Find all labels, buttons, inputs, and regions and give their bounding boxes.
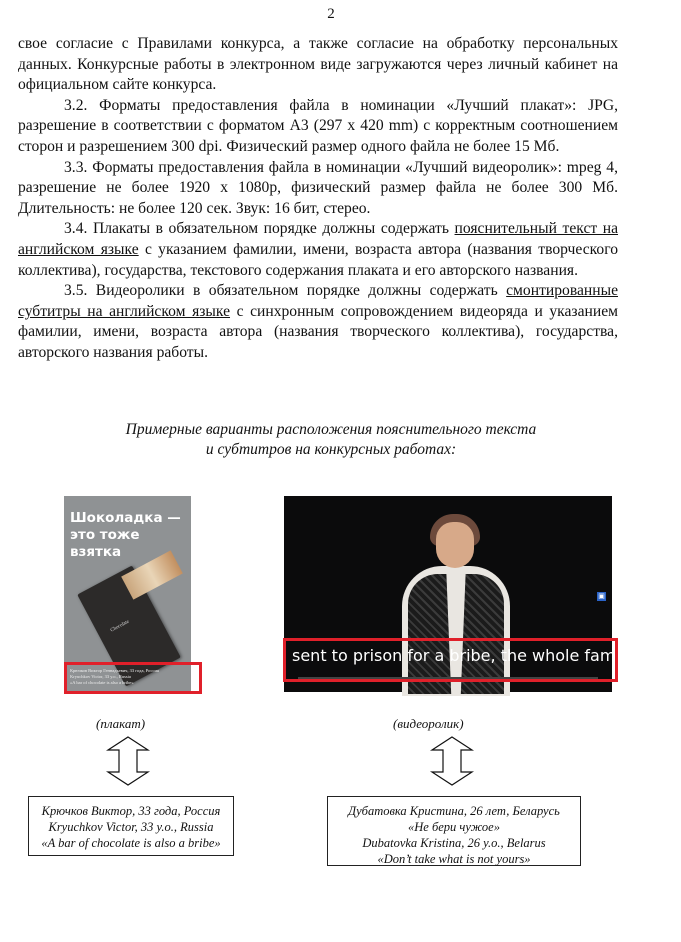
paragraph-3-4-start: 3.4. Плакаты в обязательном порядке должны содержать xyxy=(64,220,455,238)
poster-info-line-3: «A bar of chocolate is also a bribe» xyxy=(41,836,221,850)
paragraph-3-2: 3.2. Форматы предоставления файла в номинации «Лучший плакат»: JPG, разрешение в соответствии с форматом А3 (297 x 420 mm) с корректным соотношением сторон и разрешением 300 dpi. Физический размер одного файла не более 15 Мб. xyxy=(18,96,618,155)
paragraph-3-4-end: с указанием фамилии, имени, возраста автора (названия творческого коллектива), государства, текстового содержания плаката и его авторского названия. xyxy=(18,240,619,279)
video-info-line-4: «Don’t take what is not yours» xyxy=(377,852,531,866)
video-info-line-2: «Не бери чужое» xyxy=(408,820,500,834)
video-info-line-1: Дубатовка Кристина, 26 лет, Беларусь xyxy=(348,804,560,818)
double-arrow-left-icon xyxy=(106,736,150,786)
caption-line-1: Примерные варианты расположения пояснительного текста xyxy=(125,421,537,438)
poster-highlight-box xyxy=(64,662,202,694)
poster-title-line-3: взятка xyxy=(70,544,122,560)
video-info-line-3: Dubatovka Kristina, 26 y.o., Belarus xyxy=(362,836,546,850)
double-arrow-right-icon xyxy=(430,736,474,786)
paragraph-intro: свое согласие с Правилами конкурса, а также согласие на обработку персональных данных. Конкурсные работы в электронном виде загружаются через личный кабинет на официальном сайте конкурса. xyxy=(18,35,618,94)
poster-info-line-2: Kryuchkov Victor, 33 y.o., Russia xyxy=(48,820,214,834)
paragraph-3-4 xyxy=(18,219,618,281)
video-overlay-icon: ▣ xyxy=(598,592,605,600)
paragraph-3-3: 3.3. Форматы предоставления файла в номинации «Лучший видеоролик»: mpeg 4, разрешение не более 1920 x 1080p, физический размер файла не более 300 Мб. Длительность: не более 120 сек. Звук: 16 бит, стерео. xyxy=(18,158,618,217)
poster-credits-line-1: Крючков Виктор Геннадьевич, 33 года, Россия xyxy=(70,668,159,673)
video-subtitle: sent to prison for a bribe, the whole family: child xyxy=(292,646,681,665)
paragraph-3-5-underlined: смонтированные субтитры на английском языке xyxy=(18,282,618,320)
speaker-face xyxy=(436,522,474,568)
chocolate-bar-text: Chocolate xyxy=(110,619,131,634)
poster-title-line-1: Шоколадка — xyxy=(70,510,181,526)
caption-line-2: и субтитров на конкурсных работах: xyxy=(205,441,457,458)
paragraph-3-5-end: с синхронным сопровождением видеоряда и указанием фамилии, имени, возраста автора (названия творческого коллектива), государства, авторского названия работы. xyxy=(18,302,618,361)
video-label: (видеоролик) xyxy=(393,716,464,731)
poster-info-line-1: Крючков Виктор, 33 года, Россия xyxy=(41,804,221,818)
poster-label: (плакат) xyxy=(96,716,146,731)
poster-credits-line-2: Kryuchkov Victor, 33 y.o., Russia xyxy=(70,674,131,679)
page-number: 2 xyxy=(327,6,335,22)
paragraph-3-4-underlined: пояснительный текст на английском языке xyxy=(18,220,619,258)
poster-credits-line-3: «A bar of chocolate is also a bribe» xyxy=(70,680,134,685)
video-info-box xyxy=(327,796,581,866)
paragraph-3-5 xyxy=(18,281,618,363)
video-highlight-box xyxy=(283,638,618,682)
poster-info-box xyxy=(28,796,234,856)
examples-caption xyxy=(0,420,662,460)
poster-title-line-2: это тоже xyxy=(70,527,140,543)
body-text xyxy=(18,34,618,364)
paragraph-3-5-start: 3.5. Видеоролики в обязательном порядке должны содержать xyxy=(64,282,507,300)
